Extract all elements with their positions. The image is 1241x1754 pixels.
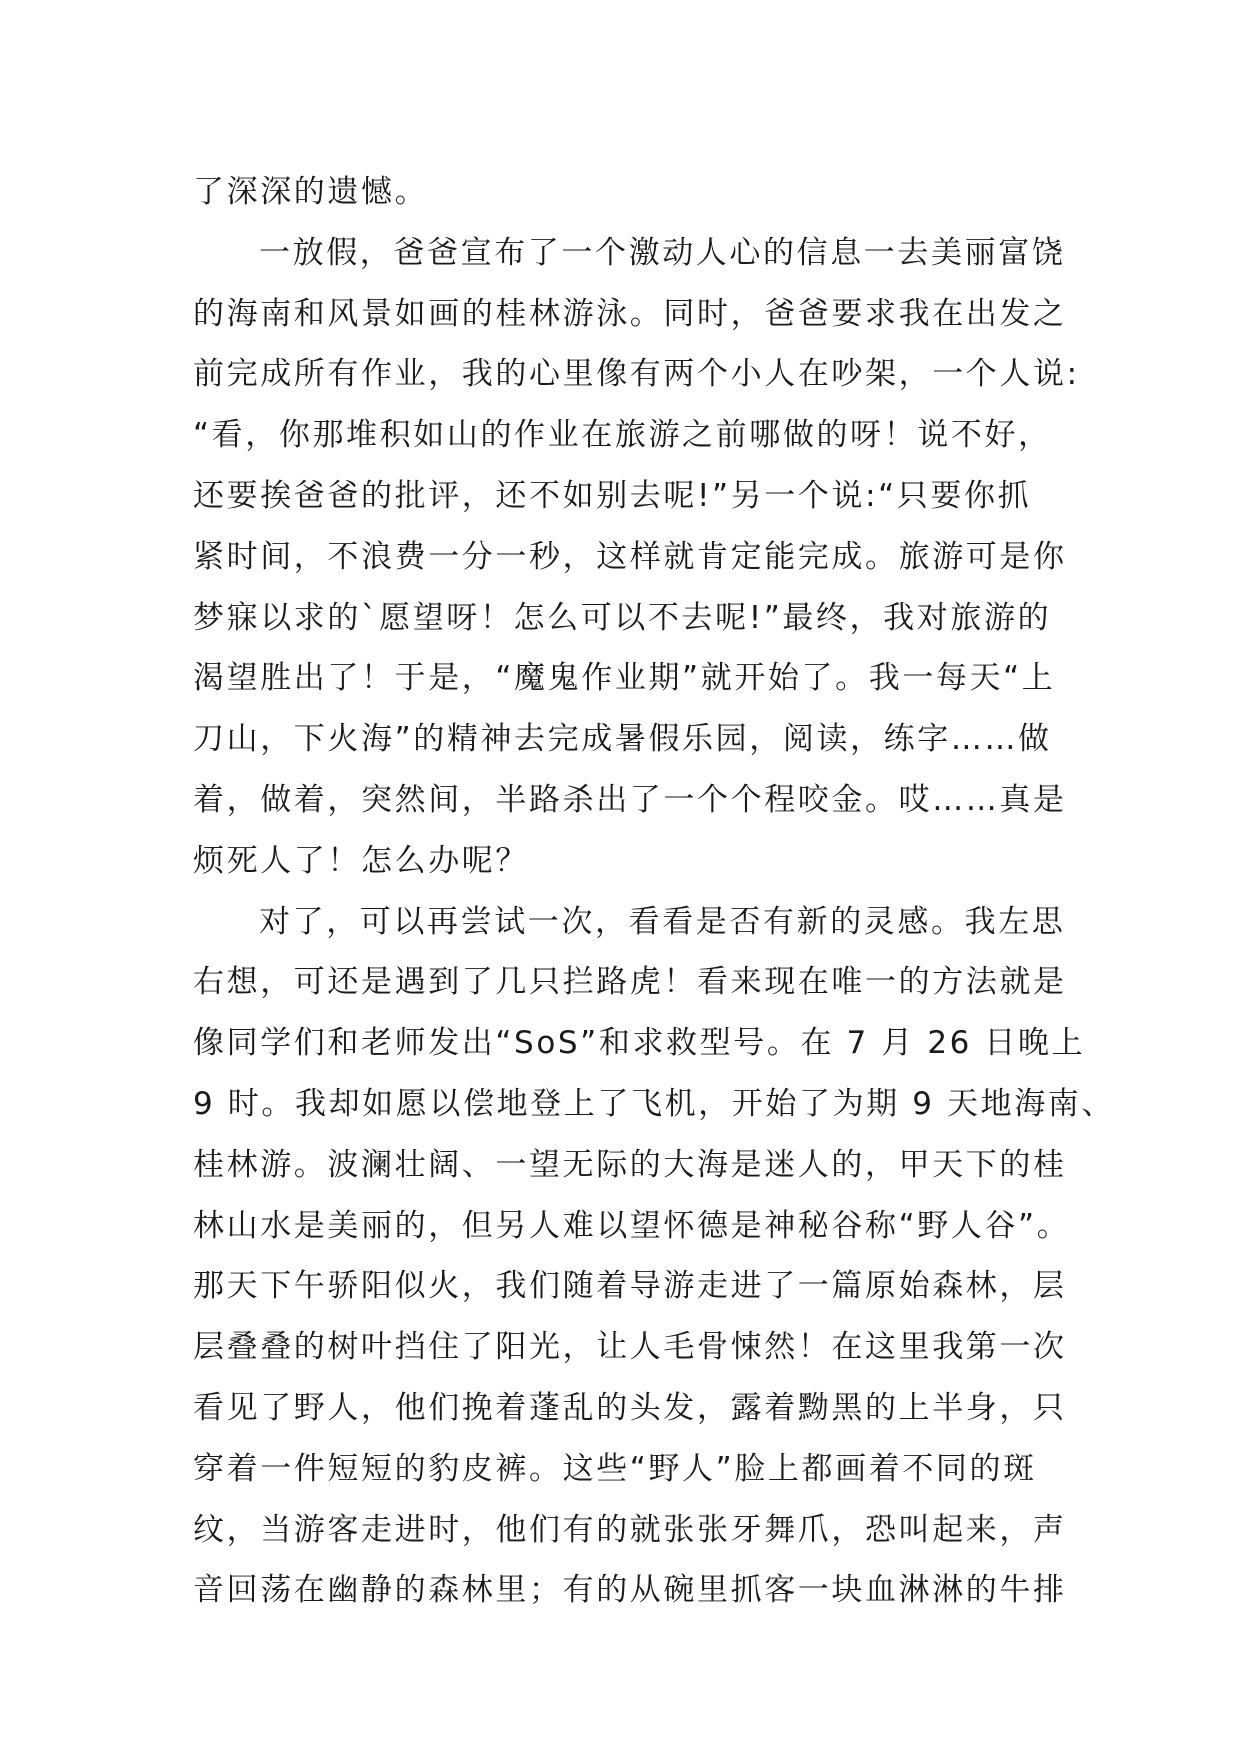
text-line: 前完成所有作业，我的心里像有两个小人在吵架，一个人说: xyxy=(193,356,1080,393)
text-line: “看，你那堆积如山的作业在旅游之前哪做的呀！说不好， xyxy=(193,417,1052,454)
text-line: 层叠叠的树叶挡住了阳光，让人毛骨悚然！在这里我第一次 xyxy=(193,1329,1067,1366)
paragraph-first-line: 一放假，爸爸宣布了一个激动人心的信息一去美丽富饶 xyxy=(259,234,1066,271)
text-line: 穿着一件短短的豹皮裤。这些“野人”脸上都画着不同的斑 xyxy=(193,1450,1037,1487)
text-line: 那天下午骄阳似火，我们随着导游走进了一篇原始森林，层 xyxy=(193,1268,1067,1305)
text-line: 音回荡在幽静的森林里；有的从碗里抓客一块血淋淋的牛排 xyxy=(193,1572,1067,1609)
text-line: 着，做着，突然间，半路杀出了一个个程咬金。哎……真是 xyxy=(193,781,1067,818)
text-line: 渴望胜出了！于是，“魔鬼作业期”就开始了。我一每天“上 xyxy=(193,660,1056,697)
text-line: 像同学们和老师发出“SoS”和求救型号。在 7 月 26 日晚上 xyxy=(193,1025,1086,1062)
text-line: 右想，可还是遇到了几只拦路虎！看来现在唯一的方法就是 xyxy=(193,964,1067,1001)
text-line: 9 时。我却如愿以偿地登上了飞机，开始了为期 9 天地海南、 xyxy=(193,1085,1116,1122)
text-line: 刀山，下火海”的精神去完成暑假乐园，阅读，练字……做 xyxy=(193,721,1052,758)
text-line: 桂林游。波澜壮阔、一望无际的大海是迷人的，甲天下的桂 xyxy=(193,1146,1067,1183)
text-line: 烦死人了！怎么办呢？ xyxy=(193,842,529,879)
text-line: 了深深的遗憾。 xyxy=(193,174,429,210)
text-line: 梦寐以求的`愿望呀！怎么可以不去呢!”最终，我对旅游的 xyxy=(193,599,1052,636)
text-line: 林山水是美丽的，但另人难以望怀德是神秘谷称“野人谷”。 xyxy=(193,1207,1071,1244)
text-line: 紧时间，不浪费一分一秒，这样就肯定能完成。旅游可是你 xyxy=(193,538,1067,575)
text-line: 看见了野人，他们挽着蓬乱的头发，露着黝黑的上半身，只 xyxy=(193,1389,1067,1426)
paragraph-first-line: 对了，可以再尝试一次，看看是否有新的灵感。我左思 xyxy=(259,903,1066,940)
text-line: 还要挨爸爸的批评，还不如别去呢!”另一个说:“只要你抓 xyxy=(193,477,1032,514)
text-line: 纹，当游客走进时，他们有的就张张牙舞爪，恐叫起来，声 xyxy=(193,1511,1067,1548)
text-line: 的海南和风景如画的桂林游泳。同时，爸爸要求我在出发之 xyxy=(193,295,1067,332)
body-text xyxy=(193,162,1116,1621)
